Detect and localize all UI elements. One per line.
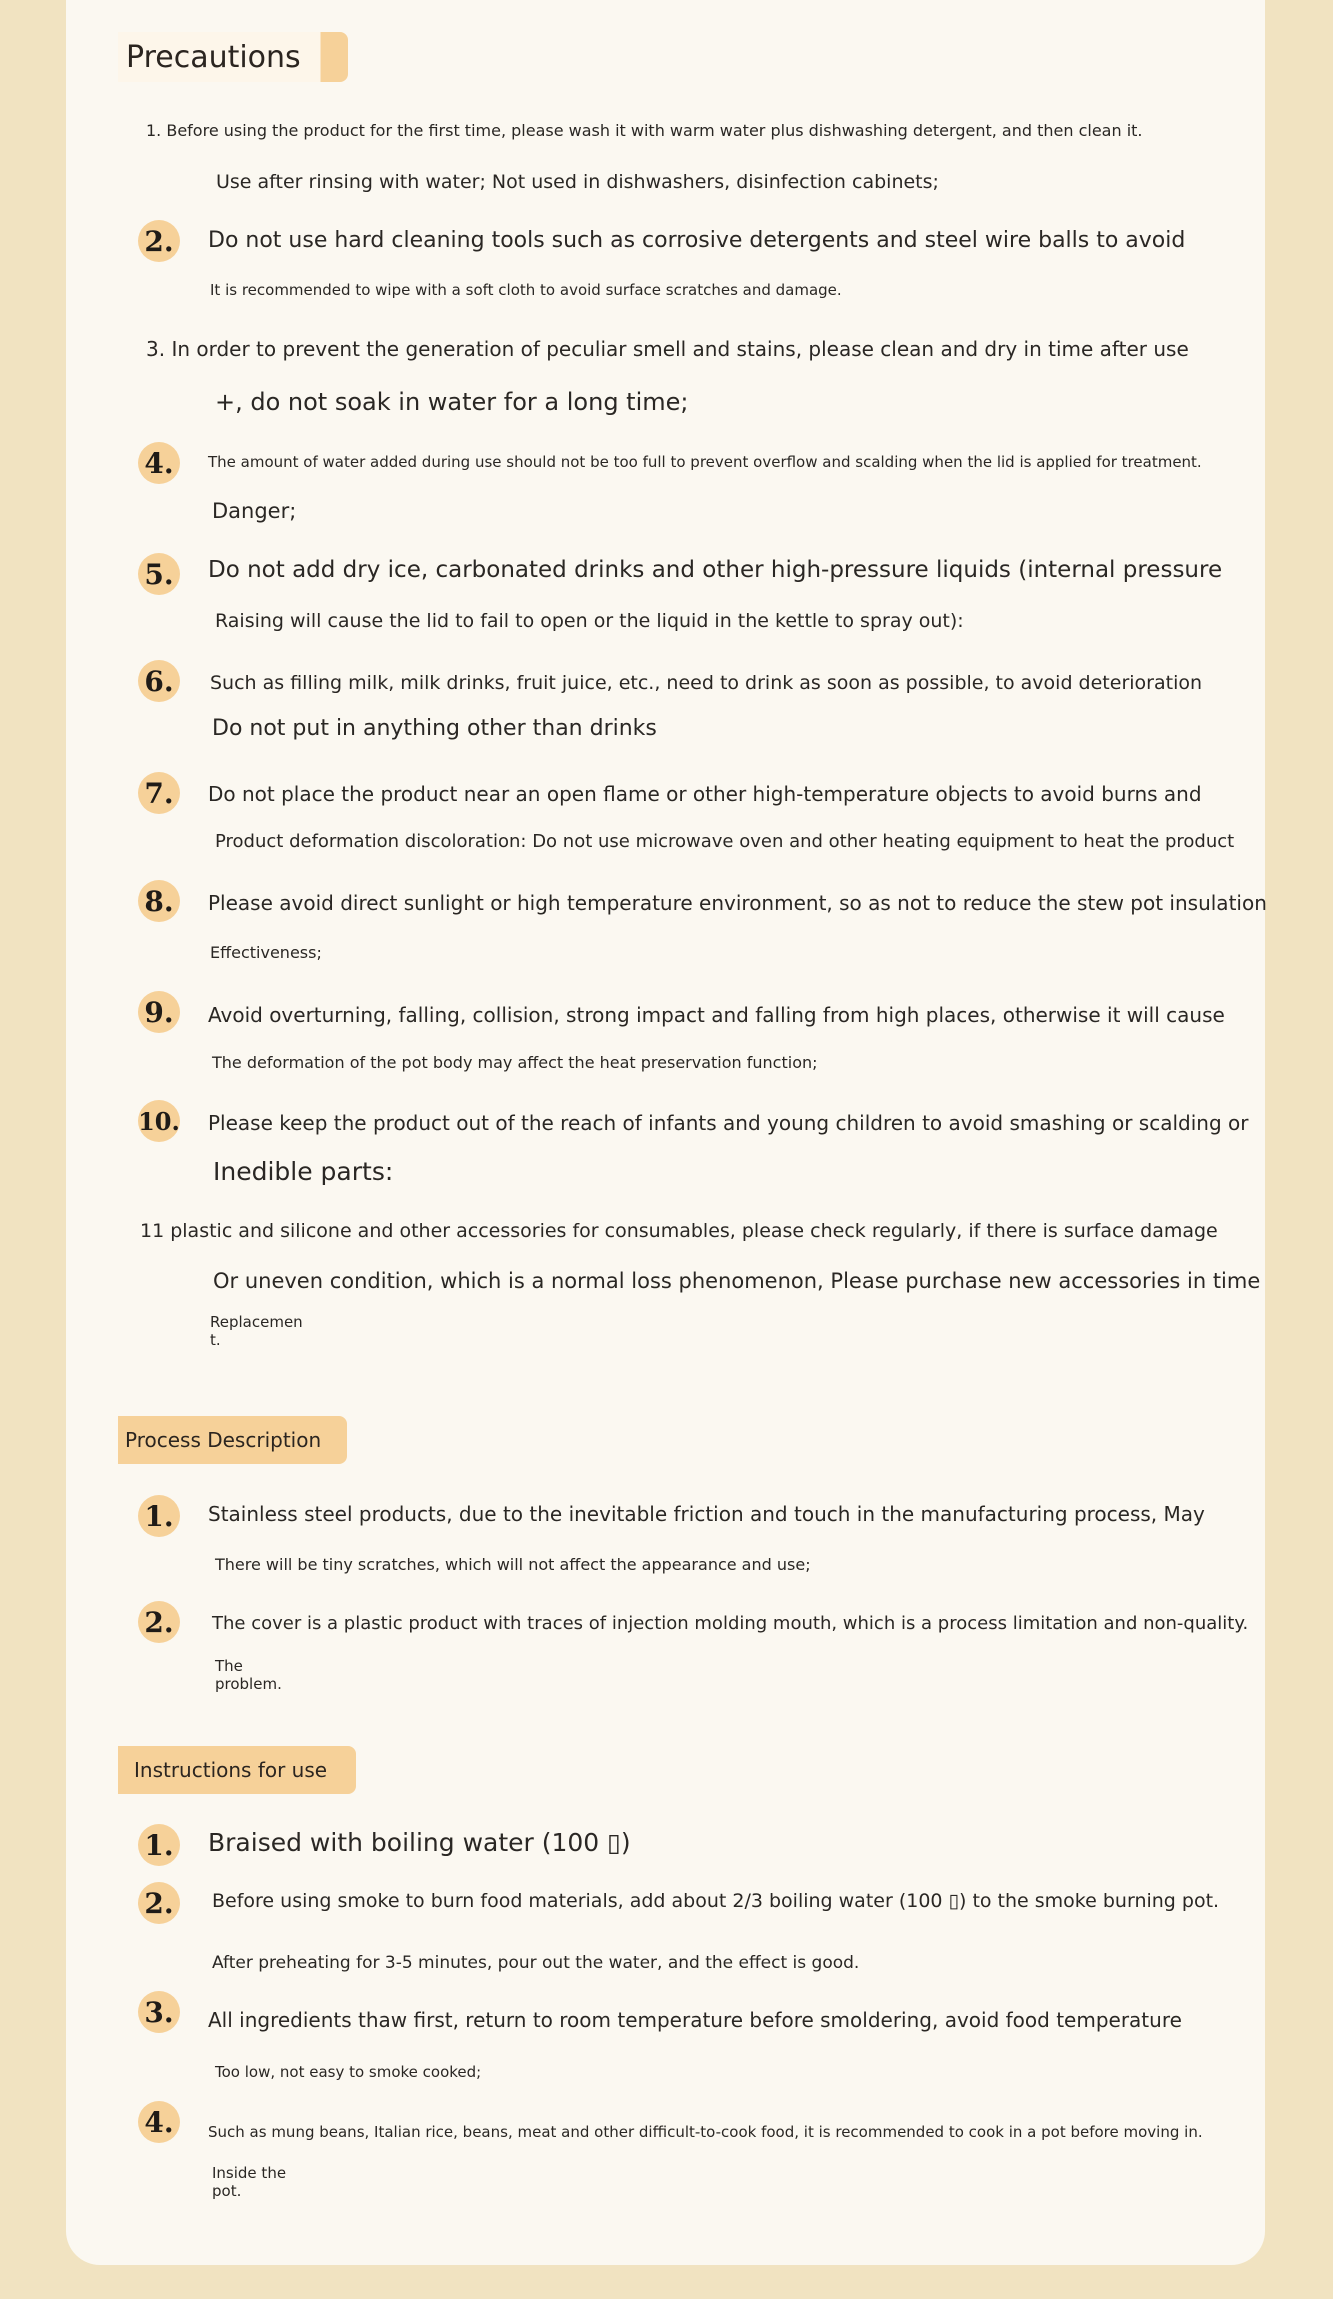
number-badge-2: 2. [138,1601,180,1643]
precaution-line-11b: Or uneven condition, which is a normal loss phenomenon, Please purchase new accessories in time [213,1269,1261,1293]
precaution-line-9b: The deformation of the pot body may affect the heat preservation function; [212,1053,818,1072]
precaution-line-8: Please avoid direct sunlight or high temperature environment, so as not to reduce the stew pot insulation [208,891,1267,915]
number-badge-4: 4. [138,2101,180,2143]
instruction-line-4: Such as mung beans, Italian rice, beans, meat and other difficult-to-cook food, it is recommended to cook in a pot before moving in. [208,2123,1203,2141]
precaution-line-7b: Product deformation discoloration: Do not use microwave oven and other heating equipment to heat the product [215,831,1235,852]
number-badge-7: 7. [138,772,180,814]
process-line-1: Stainless steel products, due to the inevitable friction and touch in the manufacturing process, May [208,1502,1205,1526]
number-badge-6: 6. [138,660,180,702]
instruction-line-4b: Inside the pot. [212,2164,287,2200]
precaution-line-10: Please keep the product out of the reach of infants and young children to avoid smashing or scalding or [208,1111,1249,1135]
precaution-line-9: Avoid overturning, falling, collision, strong impact and falling from high places, otherwise it will cause [208,1003,1225,1027]
precaution-line-4b: Danger; [212,499,297,523]
section-title-process [118,1416,347,1464]
section-title-precautions [118,32,348,82]
precaution-line-7: Do not place the product near an open flame or other high-temperature objects to avoid burns and [208,782,1202,806]
precaution-line-3b: +, do not soak in water for a long time; [215,388,689,416]
precaution-line-11c: Replacemen t. [210,1313,303,1349]
precaution-line-5: Do not add dry ice, carbonated drinks and other high-pressure liquids (internal pressure [208,557,1223,583]
process-line-2b: The problem. [215,1657,282,1693]
precaution-line-1: 1. Before using the product for the first time, please wash it with warm water plus dishwashing detergent, and then clean it. [146,121,1143,140]
section-title-instructions [118,1746,356,1794]
section-title-text: Process Description [125,1428,322,1452]
number-badge-8: 8. [138,880,180,922]
precaution-line-6: Such as filling milk, milk drinks, fruit juice, etc., need to drink as soon as possible, to avoid deterioration [210,672,1203,694]
instruction-line-2: Before using smoke to burn food materials, add about 2/3 boiling water (100 ▯) to the smoke burning pot. [212,1890,1220,1912]
precaution-line-6b: Do not put in anything other than drinks [212,716,657,741]
number-badge-2: 2. [138,1882,180,1924]
number-badge-5: 5. [138,553,180,595]
instruction-line-3b: Too low, not easy to smoke cooked; [215,2063,482,2081]
number-badge-2: 2. [138,220,180,262]
number-badge-4: 4. [138,442,180,484]
precaution-line-4: The amount of water added during use should not be too full to prevent overflow and scalding when the lid is applied for treatment. [208,453,1202,471]
instruction-line-3: All ingredients thaw first, return to room temperature before smoldering, avoid food temperature [208,2008,1182,2032]
number-badge-9: 9. [138,991,180,1033]
instruction-line-2b: After preheating for 3-5 minutes, pour out the water, and the effect is good. [212,1953,860,1973]
precaution-line-5b: Raising will cause the lid to fail to open or the liquid in the kettle to spray out): [215,610,964,632]
number-badge-3: 3. [138,1991,180,2033]
precaution-line-3: 3. In order to prevent the generation of peculiar smell and stains, please clean and dry in time after use [146,337,1189,361]
number-badge-10: 10. [138,1100,180,1142]
section-title-text: Precautions [126,39,301,75]
process-line-2: The cover is a plastic product with traces of injection molding mouth, which is a process limitation and non-quality. [212,1613,1249,1634]
precaution-line-2: Do not use hard cleaning tools such as corrosive detergents and steel wire balls to avoid [208,228,1186,253]
precaution-line-10b: Inedible parts: [213,1157,394,1186]
process-line-1b: There will be tiny scratches, which will not affect the appearance and use; [215,1555,811,1574]
section-title-text: Instructions for use [134,1758,328,1782]
instruction-line-1: Braised with boiling water (100 ▯) [208,1828,631,1857]
precaution-line-1b: Use after rinsing with water; Not used in dishwashers, disinfection cabinets; [216,171,939,193]
precaution-line-11: 11 plastic and silicone and other accessories for consumables, please check regularly, if there is surface damage [140,1220,1218,1242]
number-badge-1: 1. [138,1495,180,1537]
precaution-line-8b: Effectiveness; [210,943,322,962]
number-badge-1: 1. [138,1824,180,1866]
precaution-line-2b: It is recommended to wipe with a soft cloth to avoid surface scratches and damage. [210,281,842,299]
